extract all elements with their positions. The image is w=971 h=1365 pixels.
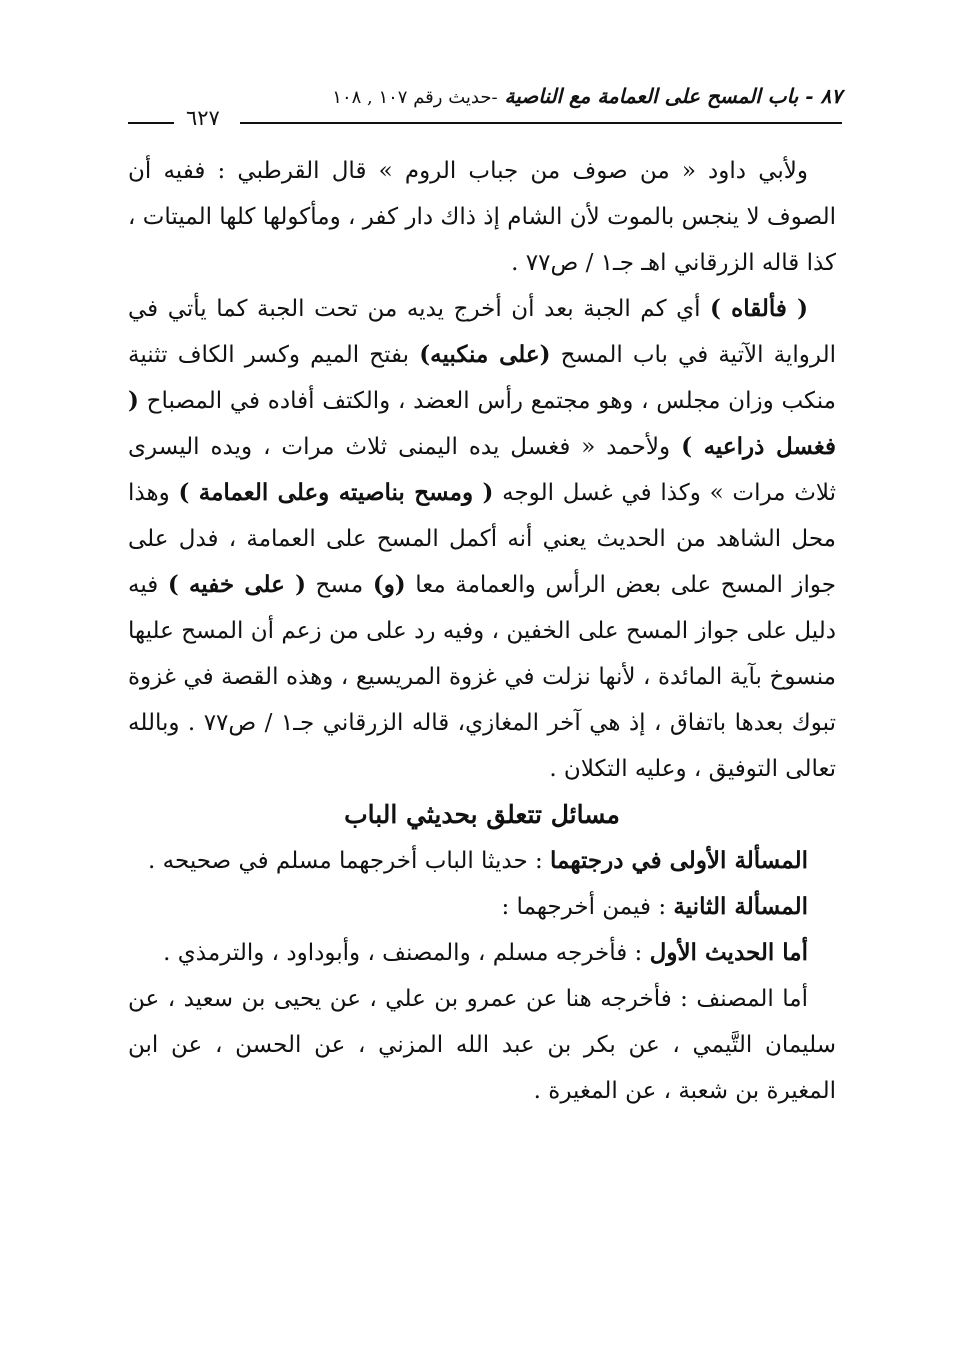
chapter-title: ٨٧ - باب المسح على العمامة مع الناصية bbox=[504, 84, 842, 108]
issue-2-text: : فيمن أخرجهما : bbox=[501, 894, 674, 920]
term-waw: (و) bbox=[372, 571, 406, 598]
commentary-text: بفتح الميم وكسر الكاف تثنية منكب وزان مجلس ، وهو مجتمع رأس العضد ، والكتف أفاده في المصباح bbox=[128, 342, 836, 414]
page-body bbox=[128, 148, 836, 1114]
term-ala-mankibayh: (على منكبيه) bbox=[419, 341, 551, 368]
commentary-text: مسح bbox=[306, 572, 373, 598]
commentary-text: أي كم الجبة بعد أن أخرج يديه من تحت الجبة كما يأتي في الرواية الآتية في باب المسح bbox=[128, 296, 836, 368]
page-number: ٦٢٧ bbox=[178, 106, 228, 130]
page-header bbox=[128, 84, 842, 134]
paragraph-2 bbox=[128, 286, 836, 792]
page-number-rule bbox=[128, 122, 174, 124]
header-rule bbox=[240, 122, 842, 124]
commentary-text: وهذا محل الشاهد من الحديث يعني أنه أكمل المسح على العمامة ، فدل على جواز المسح على بعض الرأس والعمامة معا bbox=[128, 480, 836, 598]
term-ala-khuffayh: ( على خفيه ) bbox=[167, 571, 306, 598]
commentary-text: ولأحمد « فغسل يده اليمنى ثلاث مرات ، ويده اليسرى ثلاث مرات » وكذا في غسل الوجه bbox=[128, 434, 837, 506]
term-wamasaha-binasiyatih: ( ومسح بناصيته وعلى العمامة ) bbox=[178, 479, 494, 506]
issue-1-text: : حديثا الباب أخرجهما مسلم في صحيحه . bbox=[148, 848, 551, 874]
first-hadith bbox=[128, 930, 836, 976]
running-title bbox=[332, 84, 842, 108]
commentary-text: فيه دليل على جواز المسح على الخفين ، وفيه رد على من زعم أن المسح عليها منسوخ بآية المائدة ، لأنها نزلت في غزوة المريسيع ، وهذه القصة في غزوة تبوك بعدها باتفاق ، إذ هي آخر المغازي، قاله الزرقاني جـ١ / ص٧٧ . وبالله تعالى التوفيق ، وعليه التكلان . bbox=[128, 572, 836, 782]
first-hadith-label: أما الحديث الأول bbox=[649, 939, 808, 966]
hadith-number-label: -حديث رقم ١٠٧ , ١٠٨ bbox=[332, 87, 498, 108]
term-faghasala-dhiraayh: ( فغسل ذراعيه ) bbox=[128, 387, 836, 460]
issue-2 bbox=[128, 884, 836, 930]
section-heading: مسائل تتعلق بحديثي الباب bbox=[344, 800, 620, 829]
issue-1 bbox=[128, 838, 836, 884]
first-hadith-text: : فأخرجه مسلم ، والمصنف ، وأبوداود ، والترمذي . bbox=[163, 940, 650, 966]
issue-2-label: المسألة الثانية bbox=[673, 893, 808, 920]
term-falqahu: ( فألقاه ) bbox=[710, 295, 808, 322]
paragraph-1: ولأبي داود « من صوف من جباب الروم » قال القرطبي : ففيه أن الصوف لا ينجس بالموت لأن الشام إذ ذاك دار كفر ، ومأكولها كلها الميتات ، كذا قاله الزرقاني اهـ جـ١ / ص٧٧ . bbox=[128, 158, 836, 276]
isnad-paragraph: أما المصنف : فأخرجه هنا عن عمرو بن علي ، عن يحيى بن سعيد ، عن سليمان التَّيمي ، عن بكر بن عبد الله المزني ، عن الحسن ، عن ابن المغيرة بن شعبة ، عن المغيرة . bbox=[128, 986, 836, 1104]
issue-1-label: المسألة الأولى في درجتهما bbox=[550, 847, 808, 874]
